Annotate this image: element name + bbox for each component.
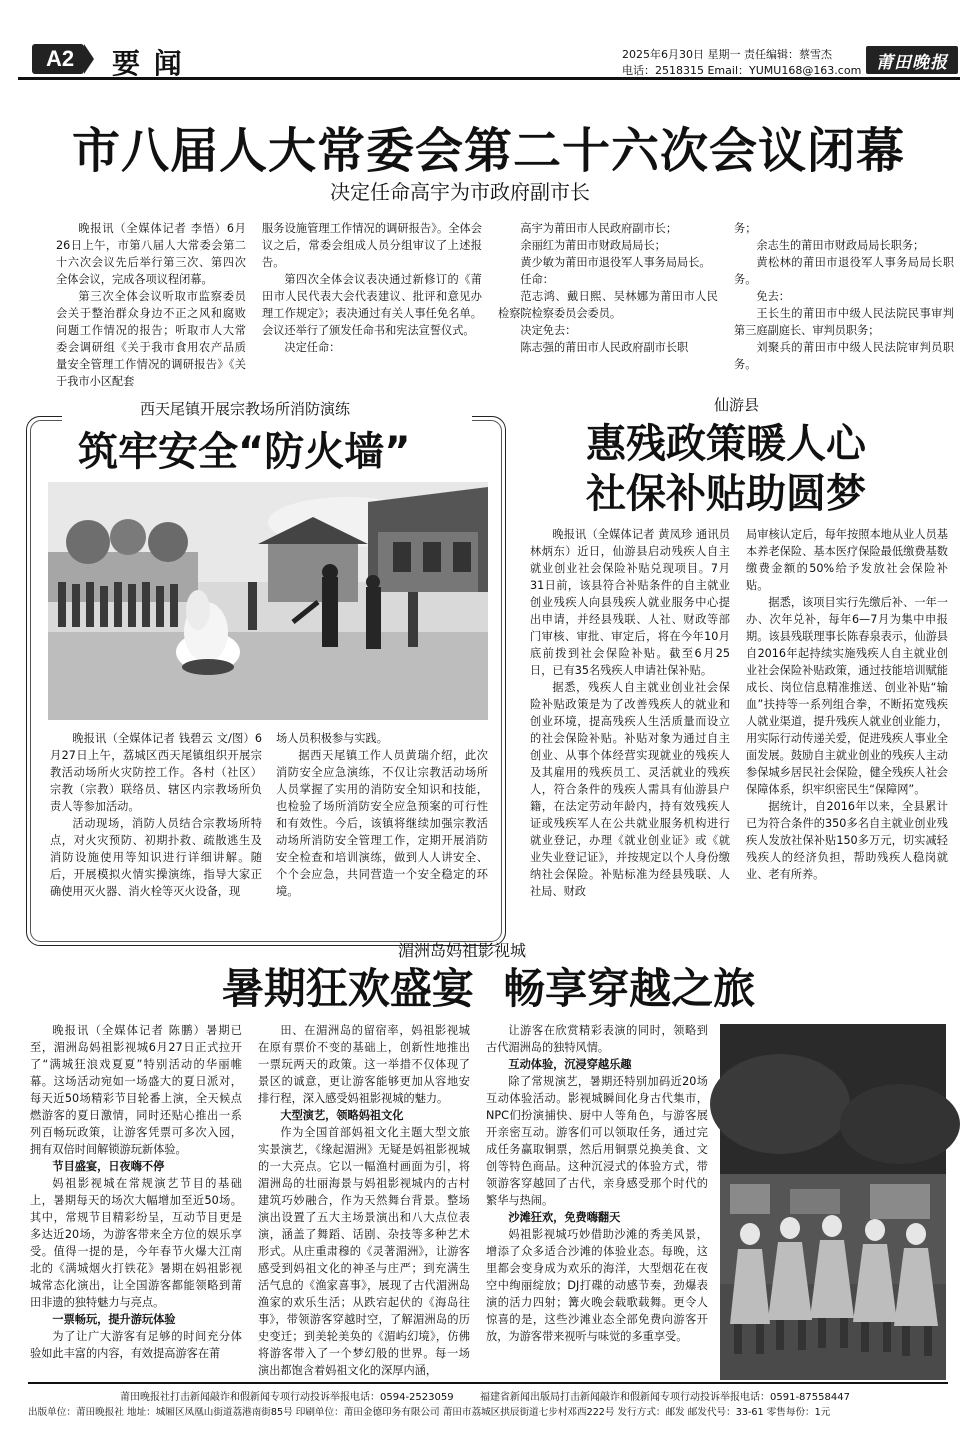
story3-headline-line1: 惠残政策暖人心 bbox=[586, 421, 866, 467]
story1-col3-para: 决定免去： bbox=[520, 324, 577, 337]
story1-col1-para: 第三次全体会议听取市监察委员会关于整治群众身边不正之风和腐败问题工作情况的报告；听取市人大常委会调研组《关于我市食用农产品质量安全管理工作情况的调研报告》《关于我市小区配套 bbox=[56, 290, 246, 388]
story1-col3-para: 范志鸿、戴日熙、吴林娜为莆田市人民检察院检察委员会委员。 bbox=[498, 290, 718, 320]
footer-rule bbox=[28, 1382, 948, 1384]
story1-col4-para: 务； bbox=[734, 222, 757, 235]
story4-col-3 bbox=[486, 1022, 708, 1378]
story1-col2-para: 第四次全体会议表决通过新修订的《莆田市人民代表大会代表建议、批评和意见办理工作规定》；表决通过有关人事任免名单。会议还举行了颁发任命书和宪法宣誓仪式。 bbox=[262, 273, 482, 337]
story3-col2-para: 局审核认定后，每年按照本地从业人员基本养老保险、基本医疗保险最低缴费基数缴费金额的50%给予发放社会保险补贴。 bbox=[746, 528, 948, 592]
story2-col-2 bbox=[276, 730, 488, 940]
story4-para: 田、在湄洲岛的留宿率，妈祖影视城在原有票价不变的基础上，创新性地推出一票玩两天的政策。这一举措不仅体现了景区的诚意，更让游客能够更加从容地安排行程，深入感受妈祖影视城的魅力。 bbox=[258, 1024, 470, 1105]
story4-subhead: 互动体验，沉浸穿越乐趣 bbox=[508, 1058, 632, 1071]
story1-col4-para: 免去： bbox=[756, 290, 790, 303]
story3-headline-line2: 社保补贴助圆梦 bbox=[586, 471, 866, 517]
footer-hotline-right: 福建省新闻出版局打击新闻敲诈和假新闻专项行动投诉举报电话：0591-87558447 bbox=[480, 1392, 850, 1403]
masthead-bar bbox=[18, 28, 960, 80]
newspaper-logo: 莆田晚报 bbox=[876, 53, 948, 73]
story1-subhead: 决定任命高宇为市政府副市长 bbox=[330, 180, 590, 204]
story4-para: 妈祖影视城在常规演艺节目的基础上，暑期每天的场次大幅增加至近50场。其中，常规节目精彩纷呈，互动节目更是多达近20场，为游客带来全方位的娱乐享受。值得一提的是，今年春节火爆大江南北的《满城烟火打铁花》暑期在妈祖影视城常态化演出，让全国游客都能领略到莆田非遗的独特魅力与亮点。 bbox=[30, 1177, 242, 1309]
story4-para: 作为全国首部妈祖文化主题大型文旅实景演艺，《缘起湄洲》无疑是妈祖影视城的一大亮点。它以一幅渔村画面为引，将湄洲岛的壮丽海景与妈祖影视城内的古村建筑巧妙融合，作为天然舞台背景。整场演出设置了五大主场景演出和八大点位表演，涵盖了舞蹈、话剧、杂技等多种艺术形式。从庄重肃穆的《灵著湄洲》，让游客感受到妈祖文化的神圣与庄严；到充满生活气息的《渔家喜事》，展现了古代湄洲岛渔家的欢乐生活；从跌宕起伏的《海岛往事》，带领游客穿越时空，了解湄洲岛的历史变迁；到美轮美奂的《湄屿幻境》，仿佛将游客带入了一个梦幻般的世界。每一场演出都饱含着妈祖文化的深厚内涵， bbox=[258, 1126, 470, 1377]
story4-para: 为了让广大游客有足够的时间充分体验如此丰富的内容，有效提高游客在莆 bbox=[30, 1330, 242, 1360]
header-contact-line: 电话：2518315 Email：YUMU168@163.com bbox=[622, 64, 862, 77]
story4-para: 让游客在欣赏精彩表演的同时，领略到古代湄洲岛的独特风情。 bbox=[486, 1024, 708, 1054]
story2-col2-para: 据西天尾镇工作人员黄瑞介绍，此次消防安全应急演练，不仅让宗教活动场所人员掌握了实用的消防安全知识和技能，也检验了场所消防安全应急预案的可行性和有效性。今后，该镇将继续加强宗教活动场所消防安全管理工作，定期开展消防安全检查和培训演练，做到人人讲安全、个个会应急，共同营造一个安全稳定的环境。 bbox=[276, 749, 488, 898]
story4-subhead: 沙滩狂欢，免费嗨翻天 bbox=[508, 1211, 621, 1224]
story3-kicker: 仙游县 bbox=[714, 396, 760, 414]
footer-hotline-left: 莆田晚报社打击新闻敲诈和假新闻专项行动投诉举报电话：0594-2523059 bbox=[120, 1392, 454, 1403]
story4-kicker: 湄洲岛妈祖影视城 bbox=[398, 941, 527, 960]
night-show-photo bbox=[720, 1024, 946, 1380]
section-title: 要 闻 bbox=[112, 47, 184, 80]
story3-col2-para: 据悉，该项目实行先缴后补、一年一办、次年兑补，每年6—7月为集中申报期。该县残联理事长陈春泉表示，仙游县自2016年起持续实施残疾人自主就业创业社会保险补贴政策，通过技能培训赋能成长、岗位信息精准推送、创业补贴“输血”扶持等一系列组合拳，不断拓宽残疾人就业渠道，提升残疾人就业创业能力，用实际行动传递关爱，促进残疾人事业全面发展。鼓励自主就业创业的残疾人主动参保城乡居民社会保险，健全残疾人社会保障体系，织牢织密民生“保障网”。 bbox=[746, 596, 948, 796]
story1-col3-para: 余丽红为莆田市财政局局长； bbox=[520, 239, 666, 252]
story1-col4-para: 王长生的莆田市中级人民法院民事审判第三庭副庭长、审判员职务； bbox=[734, 307, 954, 337]
story1-col4-para: 黄松林的莆田市退役军人事务局局长职务。 bbox=[734, 256, 954, 286]
story1-col3-para: 任命： bbox=[520, 273, 554, 286]
story3-col2-para: 据统计，自2016年以来，全县累计已为符合条件的350多名自主就业创业残疾人发放社保补贴150多万元，切实减轻残疾人的经济负担，帮助残疾人稳岗就业、老有所养。 bbox=[746, 800, 948, 881]
story1-col-3 bbox=[498, 220, 718, 368]
header-date-line: 2025年6月30日 星期一 责任编辑：蔡雪杰 bbox=[622, 48, 832, 61]
story4-para: 晚报讯（全媒体记者 陈鹏）暑期已至，湄洲岛妈祖影视城6月27日正式拉开了“满城狂浪戏夏夏”特别活动的华丽帷幕。这场活动宛如一场盛大的夏日派对，每天近50场精彩节目轮番上演，全天候点燃游客的夏日激情，同时还贴心推出一系列百畅玩政策，让游客凭票可多次入园，拥有双倍时间解锁游玩新体验。 bbox=[30, 1024, 242, 1156]
story1-col2-para: 服务设施管理工作情况的调研报告》。全体会议之后，常委会组成人员分组审议了上述报告。 bbox=[262, 222, 482, 269]
story4-headline: 暑期狂欢盛宴 畅享穿越之旅 bbox=[221, 964, 756, 1013]
story3-col1-para: 据悉，残疾人自主就业创业社会保险补贴政策是为了改善残疾人的就业和创业环境，提高残疾人生活质量而设立的社会保险补贴。补贴对象为通过自主创业、从事个体经营实现就业的残疾人及其雇用的残疾员工、灵活就业的残疾人，符合条件的残疾人需具有仙游县户籍，在法定劳动年龄内，持有效残疾人证或残疾军人在公共就业服务机构进行就业登记，办理《就业创业证》或《就业失业登记证》，并按规定以个人身份缴纳社会保险。补贴标准为经县残联、人社局、财政 bbox=[530, 681, 730, 898]
story1-col2-para: 决定任命： bbox=[284, 341, 341, 354]
story2-col1-para: 晚报讯（全媒体记者 钱碧云 文/图）6月27日上午，荔城区西天尾镇组织开展宗教活动场所火灾防控工作。各村（社区）宗教（宗教）联络员、辖区内宗教场所负责人等参加活动。 bbox=[50, 732, 262, 813]
story1-col-1 bbox=[56, 220, 246, 388]
story1-col-4 bbox=[734, 220, 954, 371]
story1-col1-para: 晚报讯（全媒体记者 李悟）6月26日上午，市第八届人大常委会第二十六次会议先后举行第三次、第四次全体会议，完成各项议程闭幕。 bbox=[56, 222, 246, 286]
story4-para: 妈祖影视城巧妙借助沙滩的秀美风景，增添了众多适合沙滩的体验业态。每晚，这里都会变身成为欢乐的海洋，大型烟花在夜空中绚丽绽放；DJ打碟的动感节奏，劲爆表演的活力四射；篝火晚会载歌载舞。更令人惊喜的是，这些沙滩业态全部免费向游客开放，为游客带来视听与味觉的多重享受。 bbox=[486, 1228, 708, 1343]
footer-imprint: 出版单位：莆田晚报社 地址：城厢区凤凰山街道荔港南街85号 印刷单位：莆田金德印务有限公司 莆田市荔城区拱辰街道七步村邓西222号 发行方式：邮发 邮发代号：33-61 零售每份：1元 bbox=[28, 1407, 831, 1418]
story1-col4-para: 刘聚兵的莆田市中级人民法院审判员职务。 bbox=[734, 341, 954, 371]
page-number: A2 bbox=[45, 46, 75, 71]
fire-drill-photo bbox=[48, 482, 488, 720]
story3-col1-para: 晚报讯（全媒体记者 黄凤珍 通讯员 林炳东）近日，仙游县启动残疾人自主就业创业社会保险补贴兑现项目。7月31日前，该县符合补贴条件的自主就业创业残疾人向县残疾人就业服务中心提出申请，并经县残联、人社、财政等部门审核、审批、审定后，将在今年10月底前拨到社会保险补贴。截至6月25日，已有35名残疾人申请社保补贴。 bbox=[530, 528, 730, 677]
story1-col3-para: 黄少敏为莆田市退役军人事务局局长。 bbox=[520, 256, 711, 269]
story1-headline: 市八届人大常委会第二十六次会议闭幕 bbox=[71, 123, 905, 179]
story3-col-1 bbox=[530, 526, 730, 946]
tab-notch bbox=[84, 44, 94, 74]
story4-subhead: 大型演艺，领略妈祖文化 bbox=[280, 1109, 404, 1122]
story2-col-1 bbox=[50, 730, 262, 940]
story4-para: 除了常规演艺，暑期还特别加码近20场互动体验活动。影视城瞬间化身古代集市，NPC们扮演捕快、厨中人等角色，与游客展开亲密互动。游客们可以领取任务，通过完成任务赢取铜票，然后用铜票兑换美食、文创等特色商品。这种沉浸式的体验方式，带领游客穿越回了古代，亲身感受那个时代的繁华与热闹。 bbox=[486, 1075, 708, 1207]
story2-col2-para: 场人员积极参与实践。 bbox=[276, 732, 388, 745]
story4-col-1 bbox=[30, 1022, 242, 1378]
story2-col1-para: 活动现场，消防人员结合宗教场所特点，对火灾预防、初期扑救、疏散逃生及消防设施使用等知识进行详细讲解。随后，开展模拟火情实操演练，指导大家正确使用灭火器、消火栓等灭火设备，现 bbox=[50, 817, 262, 898]
story2-kicker: 西天尾镇开展宗教场所消防演练 bbox=[140, 400, 351, 418]
story4-subhead: 节目盛宴，日夜嗨不停 bbox=[52, 1160, 165, 1173]
story1-col3-para: 陈志强的莆田市人民政府副市长职 bbox=[520, 341, 689, 354]
story3-col-2 bbox=[746, 526, 948, 946]
story4-subhead: 一票畅玩，提升游玩体验 bbox=[52, 1313, 176, 1326]
story1-col-2 bbox=[262, 220, 482, 368]
story1-col4-para: 余志生的莆田市财政局局长职务； bbox=[756, 239, 925, 252]
story1-col3-para: 高宇为莆田市人民政府副市长； bbox=[520, 222, 678, 235]
story4-col-2 bbox=[258, 1022, 470, 1378]
story2-headline: 筑牢安全“防火墙” bbox=[78, 429, 411, 475]
